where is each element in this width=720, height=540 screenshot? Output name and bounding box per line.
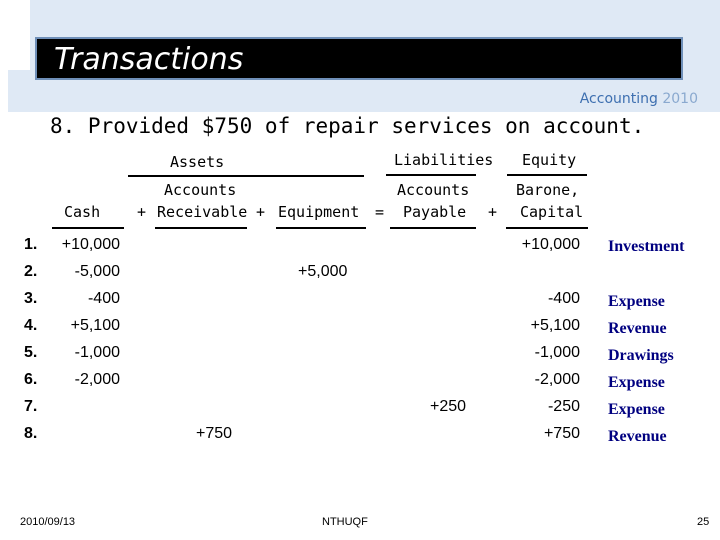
cash-value: +10,000 (61, 236, 120, 253)
ap-header-line2: Payable (403, 203, 467, 221)
ar-underline (155, 227, 247, 229)
course-name: Accounting (579, 91, 658, 107)
ap-underline (390, 227, 476, 229)
liabilities-header: Liabilities (394, 151, 494, 169)
slide-title: Transactions (54, 42, 244, 77)
liabilities-underline (386, 174, 476, 176)
cash-value: -5,000 (74, 263, 120, 280)
transaction-type: Expense (608, 401, 665, 418)
cash-value: -2,000 (74, 371, 120, 388)
cash-underline (52, 227, 124, 229)
capital-value: -400 (547, 290, 580, 307)
plus-sign: + (137, 203, 147, 221)
capital-value: -1,000 (534, 344, 580, 361)
row-number: 3. (24, 290, 38, 307)
ap-value: +250 (430, 398, 467, 415)
cash-value: -1,000 (74, 344, 120, 361)
ar-header-line2: Receivable (157, 203, 248, 221)
transaction-type: Expense (608, 293, 665, 310)
transaction-type: Investment (608, 238, 685, 255)
capital-underline (506, 227, 588, 229)
plus-sign: + (256, 203, 266, 221)
capital-value: +750 (543, 425, 580, 442)
footer-org: NTHUQF (322, 516, 368, 528)
cash-value: -400 (87, 290, 120, 307)
ar-header-line1: Accounts (164, 181, 237, 199)
course-label (580, 91, 698, 107)
assets-underline (128, 175, 364, 177)
equipment-value: +5,000 (298, 263, 348, 280)
ap-header-line1: Accounts (397, 181, 470, 199)
equity-header: Equity (522, 151, 577, 169)
row-number: 2. (24, 263, 38, 280)
capital-value: +5,100 (530, 317, 580, 334)
course-year: 2010 (662, 91, 698, 107)
equity-underline (507, 174, 587, 176)
capital-value: +10,000 (521, 236, 580, 253)
transaction-heading: 8. Provided $750 of repair services on account. (50, 114, 645, 138)
ar-value: +750 (196, 425, 233, 442)
transaction-type: Revenue (608, 428, 667, 445)
transaction-type: Drawings (608, 347, 674, 364)
transaction-type: Revenue (608, 320, 667, 337)
equals-sign: = (375, 203, 385, 221)
assets-header: Assets (170, 153, 225, 171)
capital-value: -2,000 (534, 371, 580, 388)
cash-header: Cash (64, 203, 101, 221)
row-number: 1. (24, 236, 38, 253)
capital-header-line1: Barone, (516, 181, 580, 199)
row-number: 8. (24, 425, 38, 442)
row-number: 4. (24, 317, 38, 334)
capital-value: -250 (547, 398, 580, 415)
row-number: 6. (24, 371, 38, 388)
cash-value: +5,100 (70, 317, 120, 334)
equipment-underline (276, 227, 366, 229)
page-number: 25 (697, 516, 710, 528)
transaction-type: Expense (608, 374, 665, 391)
row-number: 5. (24, 344, 38, 361)
plus-sign: + (488, 203, 498, 221)
footer-date: 2010/09/13 (20, 516, 76, 528)
capital-header-line2: Capital (520, 203, 584, 221)
equipment-header: Equipment (278, 203, 360, 221)
row-number: 7. (24, 398, 38, 415)
